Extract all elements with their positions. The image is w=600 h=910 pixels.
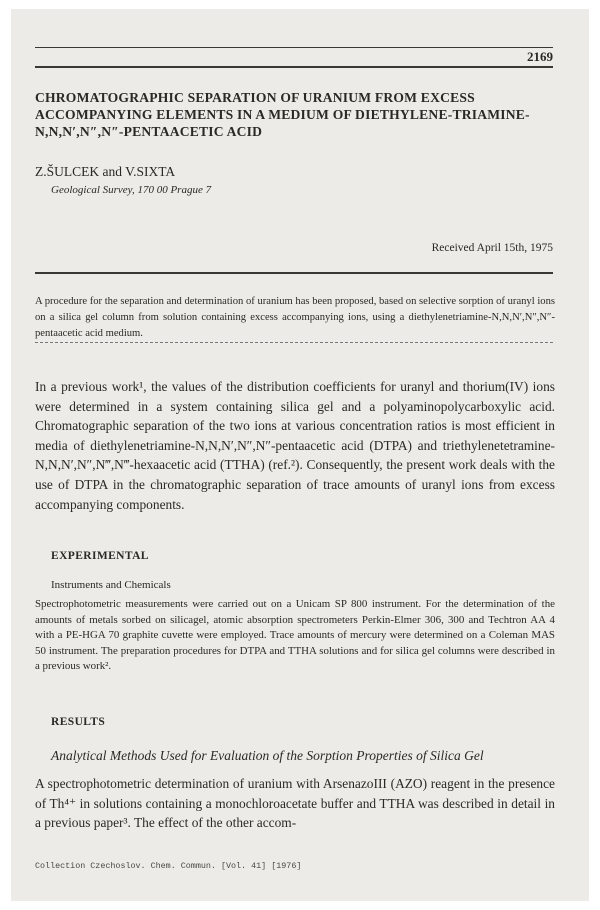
abstract-bottom-rule [35, 342, 553, 343]
page-number: 2169 [527, 49, 553, 64]
experimental-text: Spectrophotometric measurements were carried out on a Unicam SP 800 instrument. For the determination of the amounts of metals sorbed on silicagel, atomic absorption spectrometers Perkin-Elmer 306, 300 and Techtron AA 4 with a PE-HGA 70 graphite cuvette were employed. Trace amounts of mercury were determined on a Coleman MAS 50 instrument. The preparation procedures for DTPA and TTHA solutions and for silica gel columns were described in a previous work². [35, 598, 555, 672]
introduction-paragraph: In a previous work¹, the values of the distribution coefficients for uranyl and thorium(IV) ions were determined in a system containing silica gel and a polyaminopolycarboxylic acid. Chromatographic separation of the two ions at various concentration ratios is most efficient in media of diethylenetriamine-N,N,N′,N″,N″-pentaacetic acid (DTPA) and triethylenetetramine-N,N,N′,N″,N‴,N‴-hexaacetic acid (TTHA) (ref.²). Consequently, the present work deals with the use of DTPA in the chromatographic separation of trace amounts of uranyl ions from excess accompanying components. [35, 379, 555, 512]
header-rule [35, 47, 553, 48]
results-subheading: Analytical Methods Used for Evaluation of the Sorption Properties of Silica Gel [51, 748, 484, 763]
abstract: A procedure for the separation and determination of uranium has been proposed, based on selective sorption of uranyl ions on a silica gel column from solution containing excess accompanying ions, using a diethylenetriamine-N,N,N′,N″,N″-pentaacetic acid medium. [35, 296, 555, 339]
authors: Z.ŠULCEK and V.SIXTA [35, 164, 176, 179]
experimental-heading: EXPERIMENTAL [51, 550, 149, 562]
affiliation: Geological Survey, 170 00 Prague 7 [51, 184, 212, 196]
results-text: A spectrophotometric determination of uranium with ArsenazoIII (AZO) reagent in the presence of Th⁴⁺ in solutions containing a monochloroacetate buffer and TTHA was described in detail in a previous paper³. The effect of the other accom- [35, 776, 555, 830]
received-date: Received April 15th, 1975 [431, 242, 553, 254]
header-rule-bottom [35, 66, 553, 68]
journal-page [11, 9, 589, 901]
journal-footer: Collection Czechoslov. Chem. Commun. [Vol. 41] [1976] [35, 861, 302, 871]
abstract-top-rule [35, 272, 553, 274]
instruments-subheading: Instruments and Chemicals [51, 579, 171, 591]
results-heading: RESULTS [51, 716, 106, 728]
article-title: CHROMATOGRAPHIC SEPARATION OF URANIUM FROM EXCESS ACCOMPANYING ELEMENTS IN A MEDIUM OF DIETHYLENE-TRIAMINE-N,N,N′,N″,N″-PENTAACETIC ACID [35, 90, 530, 139]
